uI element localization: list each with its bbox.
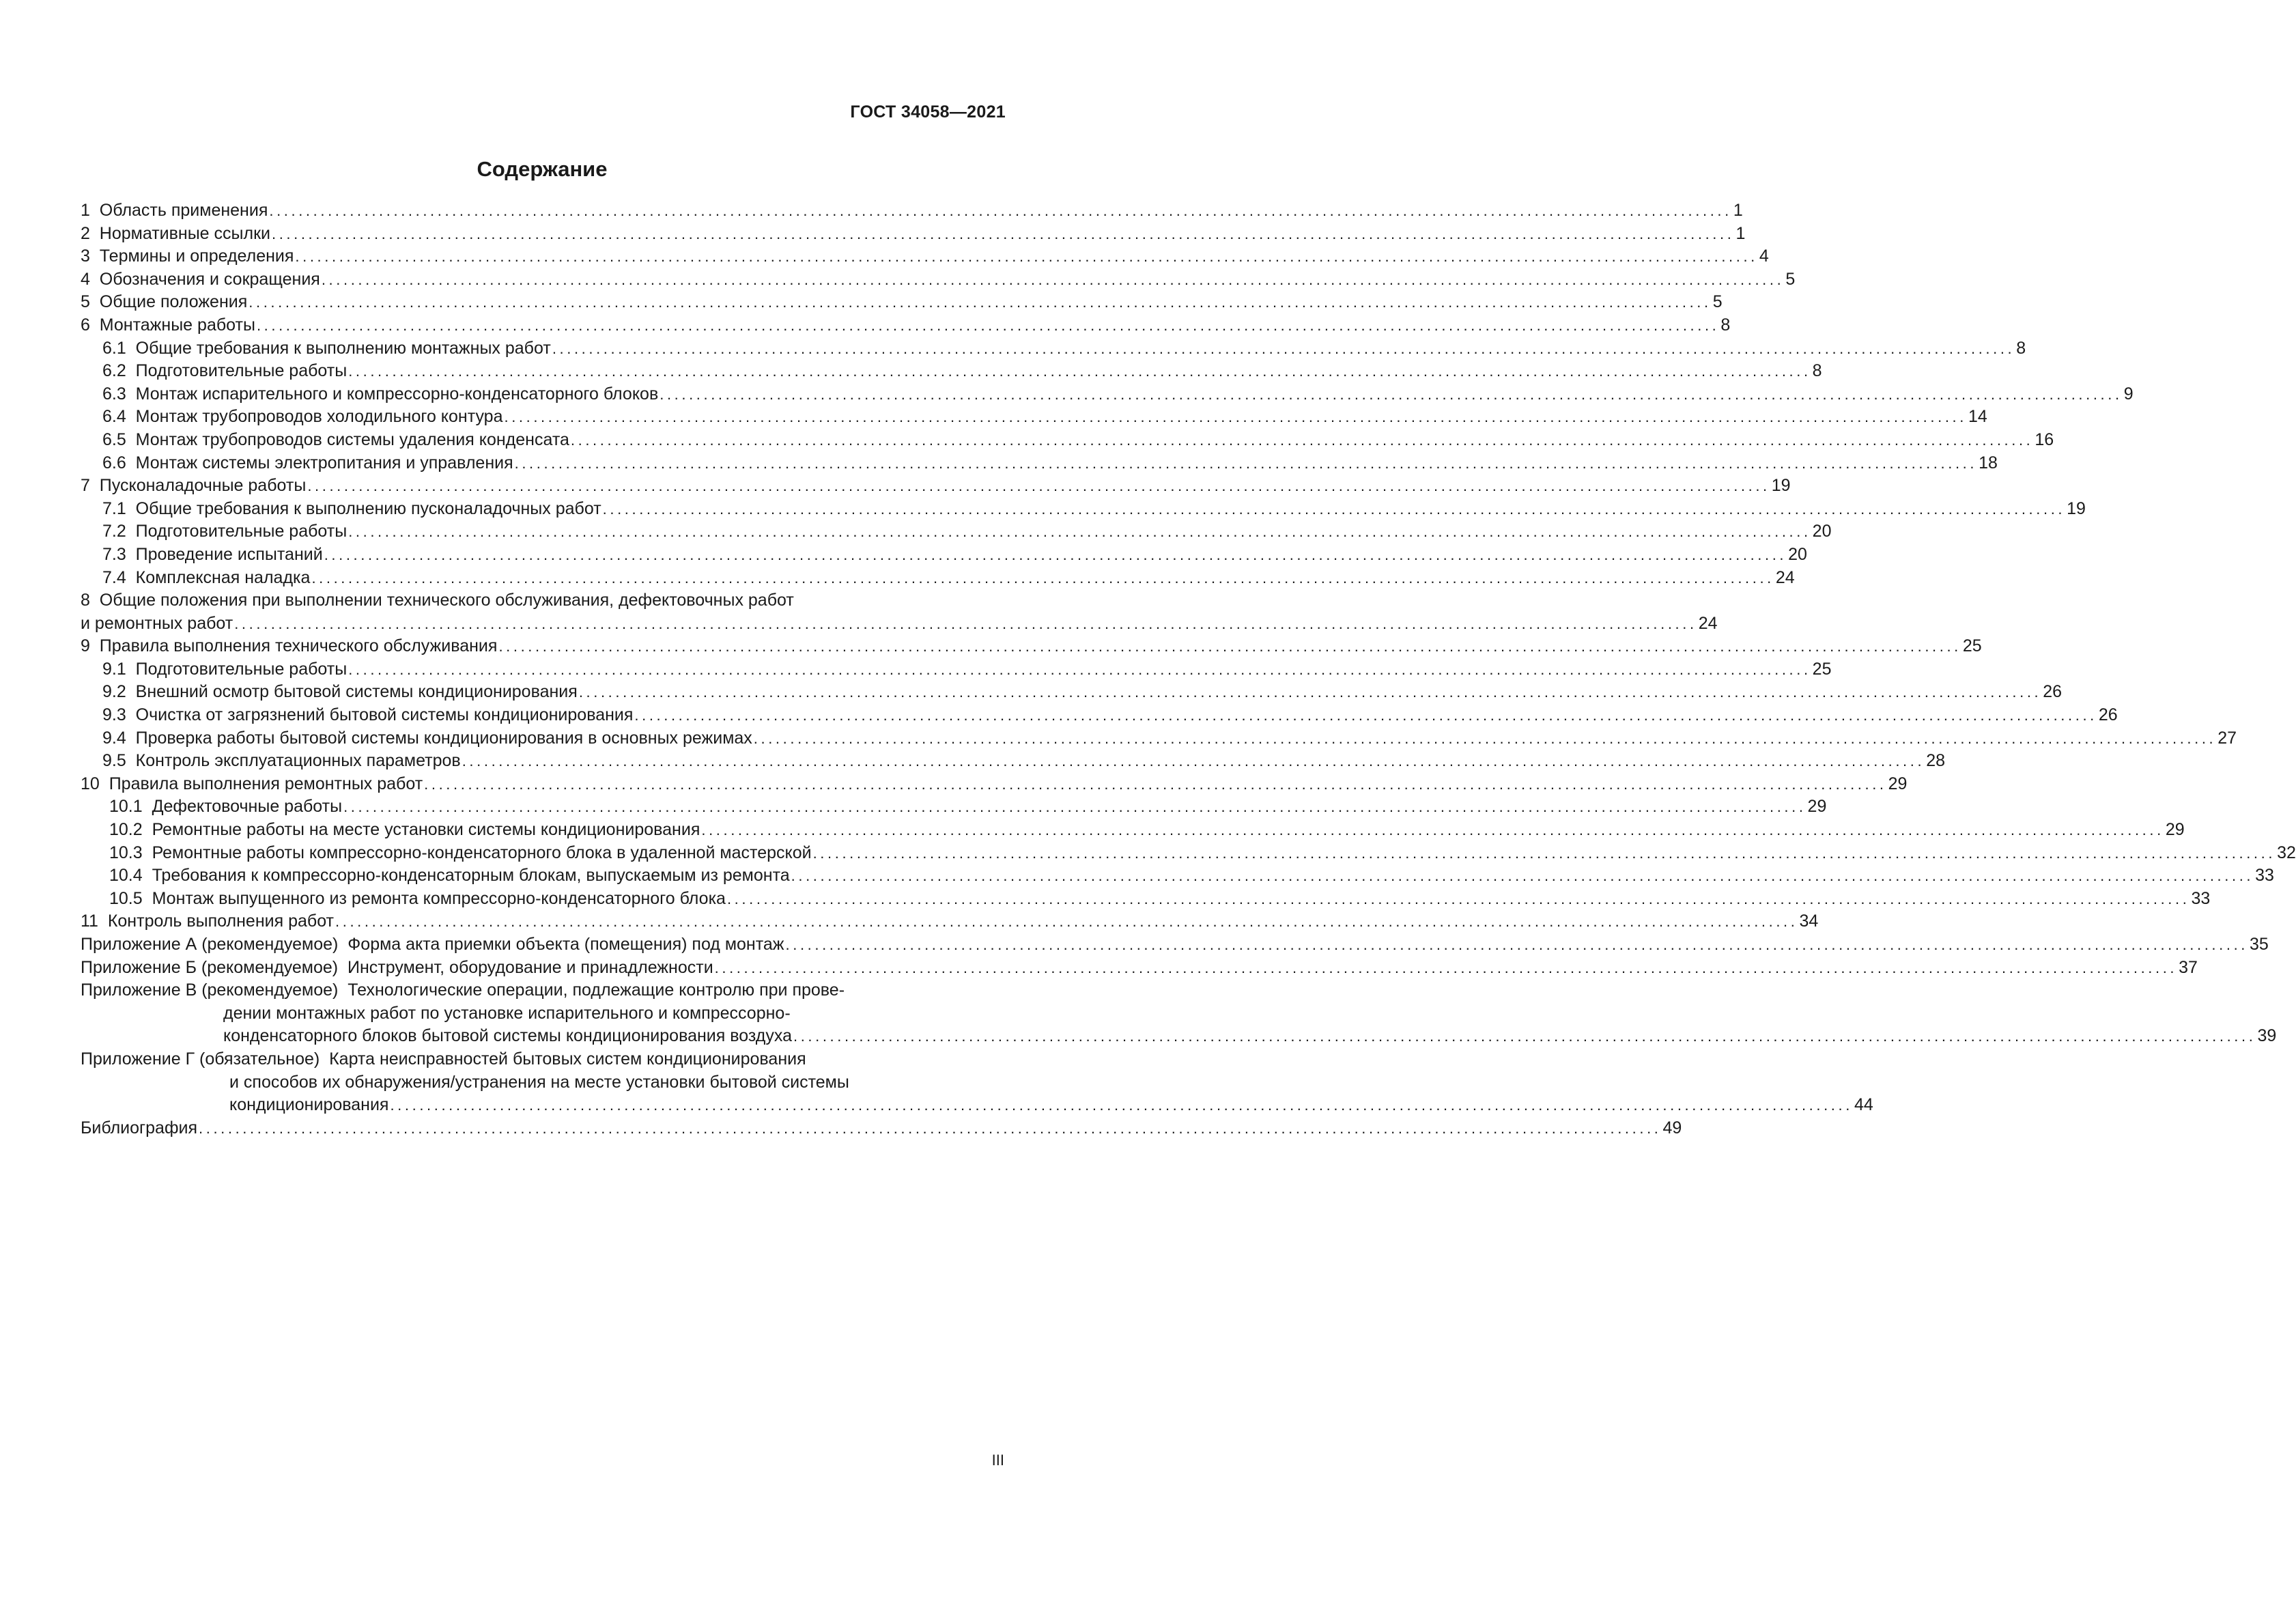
toc-entry-page: 4	[1759, 246, 1769, 266]
toc-entry-page: 49	[1662, 1118, 1682, 1137]
toc-entry[interactable]	[81, 452, 1998, 475]
toc-leader-dots: ........................................................................................................................................................................................................	[504, 408, 1967, 426]
toc-entry-title: Подготовительные работы	[135, 361, 348, 381]
toc-entry-page: 39	[2257, 1026, 2277, 1046]
document-code: ГОСТ 34058—2021	[850, 102, 1006, 122]
toc-leader-dots: ........................................................................................................................................................................................................	[295, 248, 1758, 266]
toc-entry-page: 8	[2016, 338, 2026, 358]
toc-entry-page: 9	[2123, 384, 2134, 404]
toc-entry-title: Технологические операции, подлежащие контролю при прове-	[348, 980, 845, 1000]
toc-entry[interactable]	[81, 245, 1769, 268]
toc-entry-title: дении монтажных работ по установке испарительного и компрессорно-	[223, 1003, 791, 1023]
toc-leader-dots: ........................................................................................................................................................................................................	[269, 202, 1732, 219]
toc-entry[interactable]	[81, 750, 1945, 773]
toc-entry-number: 5	[81, 292, 100, 312]
toc-entry-title: Карта неисправностей бытовых систем кондиционирования	[329, 1049, 806, 1069]
toc-leader-dots: ........................................................................................................................................................................................................	[348, 363, 1811, 380]
toc-leader-dots: ........................................................................................................................................................................................................	[462, 752, 1925, 770]
toc-entry-number: 11	[81, 911, 108, 931]
toc-entry[interactable]	[81, 223, 1746, 246]
toc-entry-title: Общие положения	[99, 292, 248, 312]
toc-entry-title: Подготовительные работы	[135, 659, 348, 679]
toc-leader-dots: ........................................................................................................................................................................................................	[321, 270, 1785, 288]
toc-leader-dots: ........................................................................................................................................................................................................	[311, 569, 1774, 586]
toc-entry-page: 8	[1720, 315, 1731, 335]
toc-entry-number: 1	[81, 201, 100, 220]
toc-entry-number: Приложение Б (рекомендуемое)	[81, 957, 348, 977]
toc-entry-title: Общие требования к выполнению монтажных работ	[135, 338, 551, 358]
toc-entry-title: Термины и определения	[99, 246, 294, 266]
toc-entry-page: 5	[1712, 292, 1723, 312]
toc-leader-dots: ........................................................................................................................................................................................................	[785, 936, 2248, 953]
toc-entry-title: Подготовительные работы	[135, 522, 348, 541]
toc-leader-dots: ........................................................................................................................................................................................................	[256, 316, 1720, 334]
toc-entry-number: 8	[81, 591, 100, 610]
toc-entry[interactable]	[81, 268, 1796, 292]
toc-entry-page: 18	[1979, 453, 1998, 472]
toc-entry-title: Монтажные работы	[99, 315, 255, 335]
toc-entry-title: Дефектовочные работы	[152, 797, 343, 817]
toc-entry-number: 6.1	[102, 338, 136, 358]
toc-entry-number: 6	[81, 315, 100, 335]
toc-entry-number: 4	[81, 269, 100, 289]
toc-entry[interactable]	[81, 429, 2054, 452]
toc-entry-number: 9.2	[102, 682, 136, 702]
toc-entry[interactable]	[81, 727, 2237, 750]
toc-entry-number: 6.5	[102, 429, 136, 449]
toc-entry-title: и способов их обнаружения/устранения на месте установки бытовой системы	[229, 1072, 849, 1092]
toc-entry[interactable]	[81, 406, 1987, 429]
page-number: III	[991, 1452, 1004, 1469]
toc-entry-number: 10.4	[109, 866, 152, 886]
toc-leader-dots: ........................................................................................................................................................................................................	[660, 385, 2123, 403]
toc-entry-number: 7.1	[102, 498, 136, 518]
toc-entry-title: Проверка работы бытовой системы кондиционирования в основных режимах	[135, 728, 752, 748]
toc-entry-number: 9.4	[102, 728, 136, 748]
toc-entry[interactable]	[81, 383, 2134, 406]
toc-entry-page: 29	[1888, 774, 1908, 793]
toc-entry-page: 34	[1799, 911, 1819, 931]
toc-leader-dots: ........................................................................................................................................................................................................	[348, 660, 1811, 678]
toc-entry-number: 6.2	[102, 361, 136, 381]
toc-entry-page: 33	[2255, 866, 2274, 886]
toc-entry[interactable]	[81, 957, 2198, 980]
toc-entry-number: 10.1	[109, 797, 152, 817]
toc-entry-number: 6.4	[102, 407, 136, 427]
toc-leader-dots: ........................................................................................................................................................................................................	[348, 523, 1811, 541]
toc-entry-page: 19	[2067, 498, 2086, 518]
toc-leader-dots: ........................................................................................................................................................................................................	[714, 959, 2178, 976]
toc-entry-number: 9.1	[102, 659, 136, 679]
toc-entry-page: 37	[2179, 957, 2198, 977]
toc-entry-title: Обозначения и сокращения	[99, 269, 320, 289]
toc-leader-dots: ........................................................................................................................................................................................................	[578, 683, 2042, 701]
toc-entry[interactable]	[81, 658, 1832, 681]
toc-entry[interactable]	[81, 1094, 1873, 1117]
toc-entry-title: Ремонтные работы компрессорно-конденсаторного блока в удаленной мастерской	[152, 843, 812, 862]
toc-entry-title: Монтаж испарительного и компрессорно-конденсаторного блоков	[135, 384, 659, 404]
toc-entry-title: Общие положения при выполнении технического обслуживания, дефектовочных работ	[99, 591, 794, 610]
toc-entry-page: 28	[1926, 751, 1945, 771]
toc-entry[interactable]	[81, 888, 2211, 911]
toc-entry-number: 3	[81, 246, 100, 266]
toc-entry[interactable]	[81, 199, 1743, 223]
toc-entry-title: Ремонтные работы на месте установки системы кондиционирования	[152, 820, 700, 840]
toc-entry[interactable]	[81, 1002, 1006, 1026]
toc-leader-dots: ........................................................................................................................................................................................................	[249, 294, 1712, 311]
toc-entry-page: 1	[1733, 201, 1743, 220]
toc-entry[interactable]	[81, 291, 1723, 314]
toc-entry[interactable]	[81, 1048, 1006, 1071]
toc-leader-dots: ........................................................................................................................................................................................................	[234, 614, 1697, 632]
toc-entry[interactable]	[81, 314, 1731, 337]
toc-entry-number: Приложение В (рекомендуемое)	[81, 980, 348, 1000]
toc-entry-number: 9	[81, 636, 100, 656]
toc-leader-dots: ........................................................................................................................................................................................................	[335, 913, 1798, 931]
toc-entry-title: Контроль эксплуатационных параметров	[135, 751, 461, 771]
toc-entry[interactable]	[81, 612, 1718, 636]
toc-entry[interactable]	[81, 520, 1832, 543]
toc-entry-page: 20	[1812, 522, 1832, 541]
toc-entry-title: Область применения	[99, 201, 268, 220]
toc-entry-page: 44	[1854, 1095, 1873, 1115]
toc-entry[interactable]	[81, 864, 2274, 888]
toc-entry-number: 9.3	[102, 705, 136, 725]
toc-entry-number: 7.2	[102, 522, 136, 541]
toc-leader-dots: ........................................................................................................................................................................................................	[812, 844, 2276, 862]
toc-leader-dots: ........................................................................................................................................................................................................	[634, 707, 2097, 724]
toc-entry-title: Монтаж выпущенного из ремонта компрессорно-конденсаторного блока	[152, 888, 726, 908]
toc-entry-page: 20	[1788, 544, 1807, 564]
toc-entry[interactable]	[81, 337, 2026, 361]
toc-entry[interactable]	[81, 910, 1819, 933]
toc-entry-title: Комплексная наладка	[135, 567, 311, 587]
toc-leader-dots: ........................................................................................................................................................................................................	[602, 500, 2066, 518]
toc-leader-dots: ........................................................................................................................................................................................................	[307, 477, 1770, 495]
toc-entry-number: 2	[81, 223, 100, 243]
toc-entry-page: 26	[2043, 682, 2063, 702]
toc-entry-page: 26	[2098, 705, 2118, 725]
toc-entry-page: 19	[1771, 476, 1791, 496]
toc-leader-dots: ........................................................................................................................................................................................................	[424, 775, 1887, 793]
toc-entry-page: 27	[2217, 728, 2237, 748]
toc-entry[interactable]	[81, 1025, 2277, 1048]
toc-entry[interactable]	[81, 635, 1982, 658]
toc-entry-number: 10	[81, 774, 109, 793]
toc-entry-title: Очистка от загрязнений бытовой системы кондиционирования	[135, 705, 634, 725]
toc-entry-title: Монтаж трубопроводов холодильного контура	[135, 407, 503, 427]
toc-entry-number: Приложение А (рекомендуемое)	[81, 935, 348, 954]
toc-entry-page: 35	[2250, 935, 2269, 954]
toc-leader-dots: ........................................................................................................................................................................................................	[514, 454, 1978, 472]
toc-entry[interactable]	[81, 1117, 1682, 1140]
toc-entry[interactable]	[81, 589, 1006, 612]
toc-entry-title: Контроль выполнения работ	[107, 911, 335, 931]
toc-entry-title: Монтаж трубопроводов системы удаления конденсата	[135, 429, 569, 449]
toc-entry[interactable]	[81, 681, 2063, 704]
toc-entry-number: 9.5	[102, 751, 136, 771]
toc-entry[interactable]	[81, 543, 1807, 567]
toc-entry[interactable]	[81, 933, 2269, 957]
toc-leader-dots: ........................................................................................................................................................................................................	[390, 1097, 1853, 1114]
toc-entry-page: 29	[1807, 797, 1827, 817]
toc-entry[interactable]	[81, 842, 2296, 865]
toc-entry[interactable]	[81, 704, 2118, 727]
toc-entry-page: 33	[2191, 888, 2211, 908]
toc-leader-dots: ........................................................................................................................................................................................................	[199, 1119, 1662, 1137]
toc-entry[interactable]	[81, 773, 1908, 796]
toc-entry-title: Форма акта приемки объекта (помещения) под монтаж	[348, 935, 784, 954]
toc-entry-title: Правила выполнения ремонтных работ	[109, 774, 423, 793]
toc-entry[interactable]	[81, 795, 1827, 819]
toc-entry-title: Инструмент, оборудование и принадлежности	[348, 957, 713, 977]
toc-entry-page: 5	[1785, 269, 1796, 289]
toc-entry[interactable]	[81, 819, 2185, 842]
toc-entry-page: 1	[1735, 223, 1746, 243]
toc-entry-title: Требования к компрессорно-конденсаторным блокам, выпускаемым из ремонта	[152, 866, 790, 886]
toc-entry-title: Проведение испытаний	[135, 544, 323, 564]
toc-entry-title: Правила выполнения технического обслуживания	[99, 636, 498, 656]
toc-entry-number: Приложение Г (обязательное)	[81, 1049, 330, 1069]
toc-entry-number: 10.3	[109, 843, 152, 862]
toc-entry-title: Пусконаладочные работы	[99, 476, 307, 496]
toc-entry-page: 25	[1962, 636, 1982, 656]
toc-entry[interactable]	[81, 360, 1822, 383]
toc-entry-page: 24	[1698, 613, 1718, 633]
toc-entry-page: 29	[2165, 820, 2185, 840]
toc-entry-title: и ремонтных работ	[81, 613, 233, 633]
toc-entry-page: 24	[1775, 567, 1795, 587]
toc-entry-number: 7.3	[102, 544, 136, 564]
toc-entry-title: Внешний осмотр бытовой системы кондиционирования	[135, 682, 578, 702]
toc-entry-page: 8	[1812, 361, 1822, 381]
toc-entry-title: кондиционирования	[229, 1095, 389, 1115]
toc-entry-number: 10.2	[109, 820, 152, 840]
toc-entry-number: 6.3	[102, 384, 136, 404]
toc-leader-dots: ........................................................................................................................................................................................................	[793, 1028, 2256, 1045]
toc-entry-title: Нормативные ссылки	[99, 223, 270, 243]
toc-entry-page: 14	[1968, 407, 1987, 427]
toc-leader-dots: ........................................................................................................................................................................................................	[701, 821, 2164, 839]
toc-entry-number: 7	[81, 476, 100, 496]
toc-leader-dots: ........................................................................................................................................................................................................	[271, 225, 1735, 242]
toc-entry-page: 32	[2277, 843, 2296, 862]
toc-leader-dots: ........................................................................................................................................................................................................	[570, 431, 2034, 449]
toc-entry[interactable]	[81, 567, 1795, 590]
toc-entry-title: Библиография	[81, 1118, 198, 1137]
table-of-contents	[81, 199, 2296, 1140]
toc-leader-dots: ........................................................................................................................................................................................................	[324, 546, 1787, 563]
toc-entry[interactable]	[81, 475, 1791, 498]
toc-entry-title: Общие требования к выполнению пусконаладочных работ	[135, 498, 601, 518]
toc-entry-title: Монтаж системы электропитания и управления	[135, 453, 513, 472]
toc-entry-number: 6.6	[102, 453, 136, 472]
toc-entry-title: конденсаторного блоков бытовой системы кондиционирования воздуха	[223, 1026, 792, 1046]
toc-entry-number: 10.5	[109, 888, 152, 908]
toc-leader-dots: ........................................................................................................................................................................................................	[791, 867, 2254, 885]
toc-entry[interactable]	[81, 498, 2086, 521]
toc-entry[interactable]	[81, 1071, 1006, 1094]
toc-entry-number: 7.4	[102, 567, 136, 587]
toc-entry-page: 25	[1812, 659, 1832, 679]
toc-leader-dots: ........................................................................................................................................................................................................	[552, 339, 2015, 357]
toc-leader-dots: ........................................................................................................................................................................................................	[498, 638, 1961, 655]
toc-entry[interactable]	[81, 979, 1006, 1002]
toc-title: Содержание	[477, 157, 608, 181]
toc-leader-dots: ........................................................................................................................................................................................................	[343, 798, 1806, 816]
toc-leader-dots: ........................................................................................................................................................................................................	[753, 729, 2217, 747]
toc-entry-page: 16	[2035, 429, 2054, 449]
toc-leader-dots: ........................................................................................................................................................................................................	[726, 890, 2190, 907]
